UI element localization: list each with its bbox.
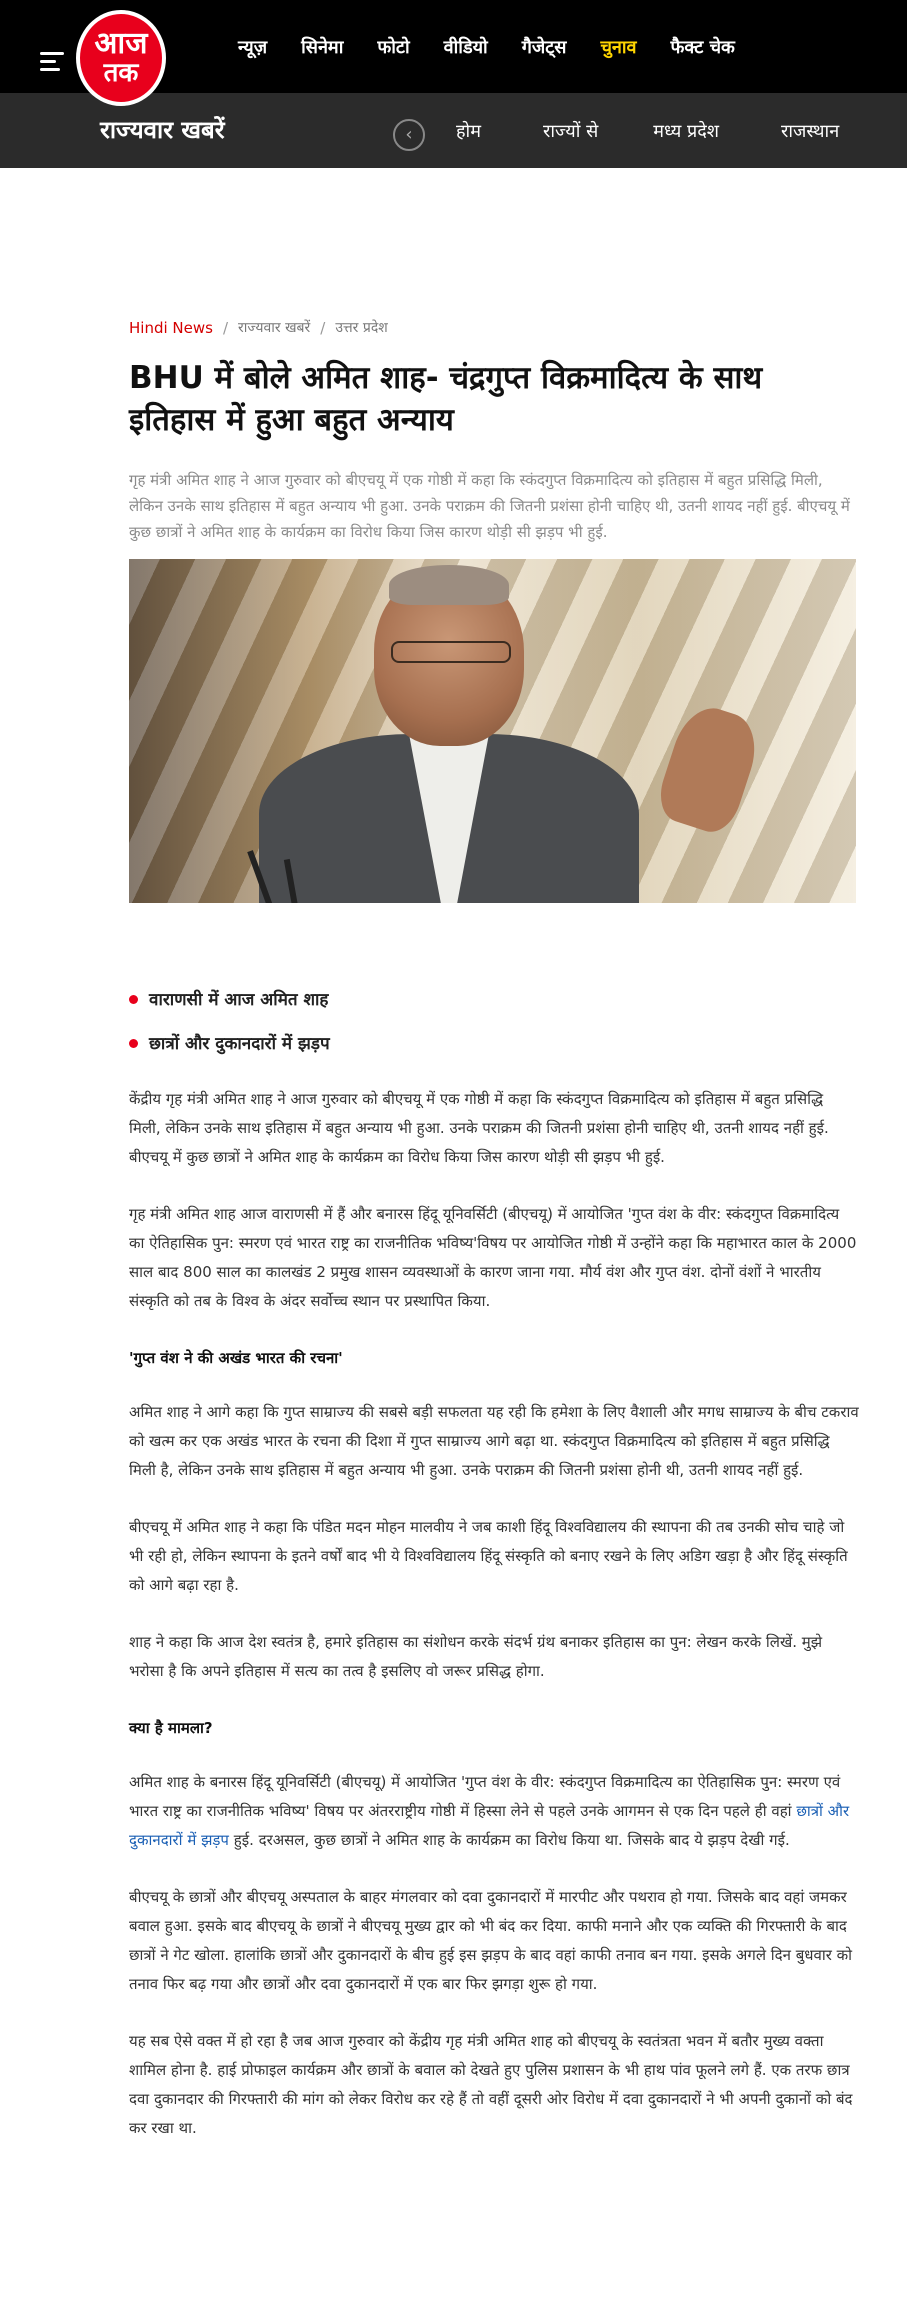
article-summary: गृह मंत्री अमित शाह ने आज गुरुवार को बीएचयू में एक गोष्ठी में कहा कि स्कंदगुप्त विक्रमादित्य को इतिहास में बहुत प्रसिद्धि मिली, लेकिन उनके साथ इतिहास में बहुत अन्याय भी हुआ. उनके पराक्रम की जितनी प्रशंसा होनी चाहिए थी, उतनी शायद नहीं हुई. बीएचयू में कुछ छात्रों ने अमित शाह के कार्यक्रम का विरोध किया जिस कारण थोड़ी सी झड़प भी हुई. (129, 471, 850, 541)
subnav-states[interactable]: राज्यों से (542, 120, 599, 142)
article-paragraph: बीएचयू में अमित शाह ने कहा कि पंडित मदन मोहन मालवीय ने जब काशी हिंदू विश्वविद्यालय की स्थापना की तब उनकी सोच चाहे जो भी रही हो, लेकिन स्थापना के इतने वर्षों बाद भी ये विश्वविद्यालय हिंदू संस्कृति को बनाए रखने के लिए अडिग खड़ा है और हिंदू संस्कृति को आगे बढ़ा रहा है. (129, 1518, 848, 1594)
article-body (129, 1085, 859, 2143)
subnav-home[interactable]: होम (456, 120, 481, 142)
article-hero-image[interactable] (129, 559, 856, 903)
section-navigation-bar (0, 93, 907, 168)
article-title: BHU में बोले अमित शाह- चंद्रगुप्त विक्रमादित्य के साथ इतिहास में हुआ बहुत अन्याय (129, 360, 763, 438)
article-paragraph: गृह मंत्री अमित शाह आज वाराणसी में हैं और बनारस हिंदू यूनिवर्सिटी (बीएचयू) में आयोजित 'गुप्त वंश के वीर: स्कंदगुप्त विक्रमादित्य का ऐतिहासिक पुन: स्मरण एवं भारत राष्ट्र का राजनीतिक भविष्य'विषय पर आयोजित गोष्ठी में उन्होंने कहा कि महाभारत काल के 2000 साल बाद 800 साल का कालखंड 2 प्रमुख शासन व्यवस्थाओं के कारण जाना गया. मौर्य वंश और गुप्त वंश. दोनों वंशों ने भारतीय संस्कृति को तब के विश्व के अंदर सर्वोच्च स्थान पर प्रस्थापित किया. (129, 1205, 857, 1310)
nav-gadgets[interactable]: गैजेट्स (521, 36, 567, 58)
section-nav (456, 93, 901, 168)
logo-text-line2: तक (103, 58, 139, 88)
article-highlights (129, 989, 859, 1055)
main-nav (238, 0, 769, 93)
aajtak-logo[interactable] (76, 10, 166, 106)
logo-text-line1: आज (94, 26, 148, 61)
article-paragraph: शाह ने कहा कि आज देश स्वतंत्र है, हमारे इतिहास का संशोधन करके संदर्भ ग्रंथ बनाकर इतिहास का पुन: लेखन करके लिखें. मुझे भरोसा है कि अपने इतिहास में सत्य का तत्व है इसलिए वो जरूर प्रसिद्ध होगा. (129, 1633, 823, 1680)
article-paragraph: बीएचयू के छात्रों और बीएचयू अस्पताल के बाहर मंगलवार को दवा दुकानदारों में मारपीट और पथराव हो गया. जिसके बाद वहां जमकर बवाल हुआ. इसके बाद बीएचयू के छात्रों ने बीएचयू मुख्य द्वार को भी बंद कर दिया. काफी मनाने और एक व्यक्ति की गिरफ्तारी के बाद छात्रों ने गेट खोला. हालांकि छात्रों और दुकानदारों के बीच हुई इस झड़प के बाद वहां काफी तनाव बन गया. इसके अगले दिन बुधवार को तनाव फिर बढ़ गया और छात्रों और दवा दुकानदारों में एक बार फिर झगड़ा शुरू हो गया. (129, 1888, 853, 1993)
article-paragraph: केंद्रीय गृह मंत्री अमित शाह ने आज गुरुवार को बीएचयू में एक गोष्ठी में कहा कि स्कंदगुप्त विक्रमादित्य को इतिहास में बहुत प्रसिद्धि मिली, लेकिन उनके साथ इतिहास में बहुत अन्याय भी हुआ. उनके पराक्रम की जितनी प्रशंसा होनी चाहिए थी, उतनी शायद नहीं हुई. बीएचयू में कुछ छात्रों ने अमित शाह के कार्यक्रम का विरोध किया जिस कारण थोड़ी सी झड़प भी हुई. (129, 1090, 829, 1166)
paragraph-text: अमित शाह के बनारस हिंदू यूनिवर्सिटी (बीएचयू) में आयोजित 'गुप्त वंश के वीर: स्कंदगुप्त विक्रमादित्य का ऐतिहासिक पुन: स्मरण एवं भारत राष्ट्र का राजनीतिक भविष्य' विषय पर अंतरराष्ट्रीय गोष्ठी में हिस्सा लेने से पहले उनके आगमन से एक दिन पहले ही वहां (129, 1773, 841, 1820)
paragraph-text: हुई. दरअसल, कुछ छात्रों ने अमित शाह के कार्यक्रम का विरोध किया था. जिसके बाद ये झड़प देखी गई. (228, 1831, 790, 1849)
section-title[interactable]: राज्यवार खबरें (100, 116, 225, 144)
breadcrumb-state[interactable]: उत्तर प्रदेश (335, 320, 388, 336)
article-subheading: 'गुप्त वंश ने की अखंड भारत की रचना' (129, 1349, 343, 1367)
hero-figure-glasses (391, 641, 511, 663)
subnav-madhya-pradesh[interactable]: मध्य प्रदेश (653, 120, 720, 142)
breadcrumb (129, 318, 859, 337)
chevron-left-icon[interactable]: ‹ (393, 119, 425, 151)
breadcrumb-section[interactable]: राज्यवार खबरें (238, 320, 311, 336)
nav-fact-check[interactable]: फैक्ट चेक (670, 36, 735, 58)
nav-photo[interactable]: फोटो (377, 36, 410, 58)
article (129, 318, 859, 2143)
breadcrumb-home[interactable]: Hindi News (129, 318, 213, 337)
nav-elections[interactable]: चुनाव (600, 36, 637, 58)
article-subheading: क्या है मामला? (129, 1719, 213, 1737)
nav-video[interactable]: वीडियो (443, 36, 488, 58)
highlight-item: छात्रों और दुकानदारों में झड़प (129, 1033, 859, 1055)
breadcrumb-separator: / (320, 318, 326, 337)
hero-figure-hair (389, 565, 509, 605)
subnav-rajasthan[interactable]: राजस्थान (781, 120, 840, 142)
highlight-item: वाराणसी में आज अमित शाह (129, 989, 859, 1011)
article-paragraph (129, 1768, 859, 1855)
related-story-link[interactable]: छात्रों और दुकानदारों में झड़प (129, 1802, 850, 1849)
nav-cinema[interactable]: सिनेमा (301, 36, 344, 58)
article-paragraph: अमित शाह ने आगे कहा कि गुप्त साम्राज्य की सबसे बड़ी सफलता यह रही कि हमेशा के लिए वैशाली और मगध साम्राज्य के बीच टकराव को खत्म कर एक अखंड भारत के रचना की दिशा में गुप्त साम्राज्य आगे बढ़ा था. स्कंदगुप्त विक्रमादित्य को इतिहास में बहुत प्रसिद्धि मिली है, लेकिन उनके साथ इतिहास में बहुत अन्याय भी हुआ. उनके पराक्रम की जितनी प्रशंसा होनी थी, उतनी शायद नहीं हुई. (129, 1403, 859, 1479)
breadcrumb-separator: / (222, 318, 229, 337)
nav-news[interactable]: न्यूज़ (238, 36, 268, 58)
article-paragraph: यह सब ऐसे वक्त में हो रहा है जब आज गुरुवार को केंद्रीय गृह मंत्री अमित शाह को बीएचयू के स्वतंत्रता भवन में बतौर मुख्य वक्ता शामिल होना है. हाई प्रोफाइल कार्यक्रम और छात्रों के बवाल को देखते हुए पुलिस प्रशासन के भी हाथ पांव फूलने लगे हैं. एक तरफ छात्र दवा दुकानदार की गिरफ्तारी की मांग को लेकर विरोध कर रहे हैं तो वहीं दूसरी ओर विरोध में दवा दुकानदारों ने भी अपनी दुकानों को बंद कर रखा था. (129, 2032, 853, 2137)
hamburger-menu-icon[interactable] (40, 52, 64, 72)
